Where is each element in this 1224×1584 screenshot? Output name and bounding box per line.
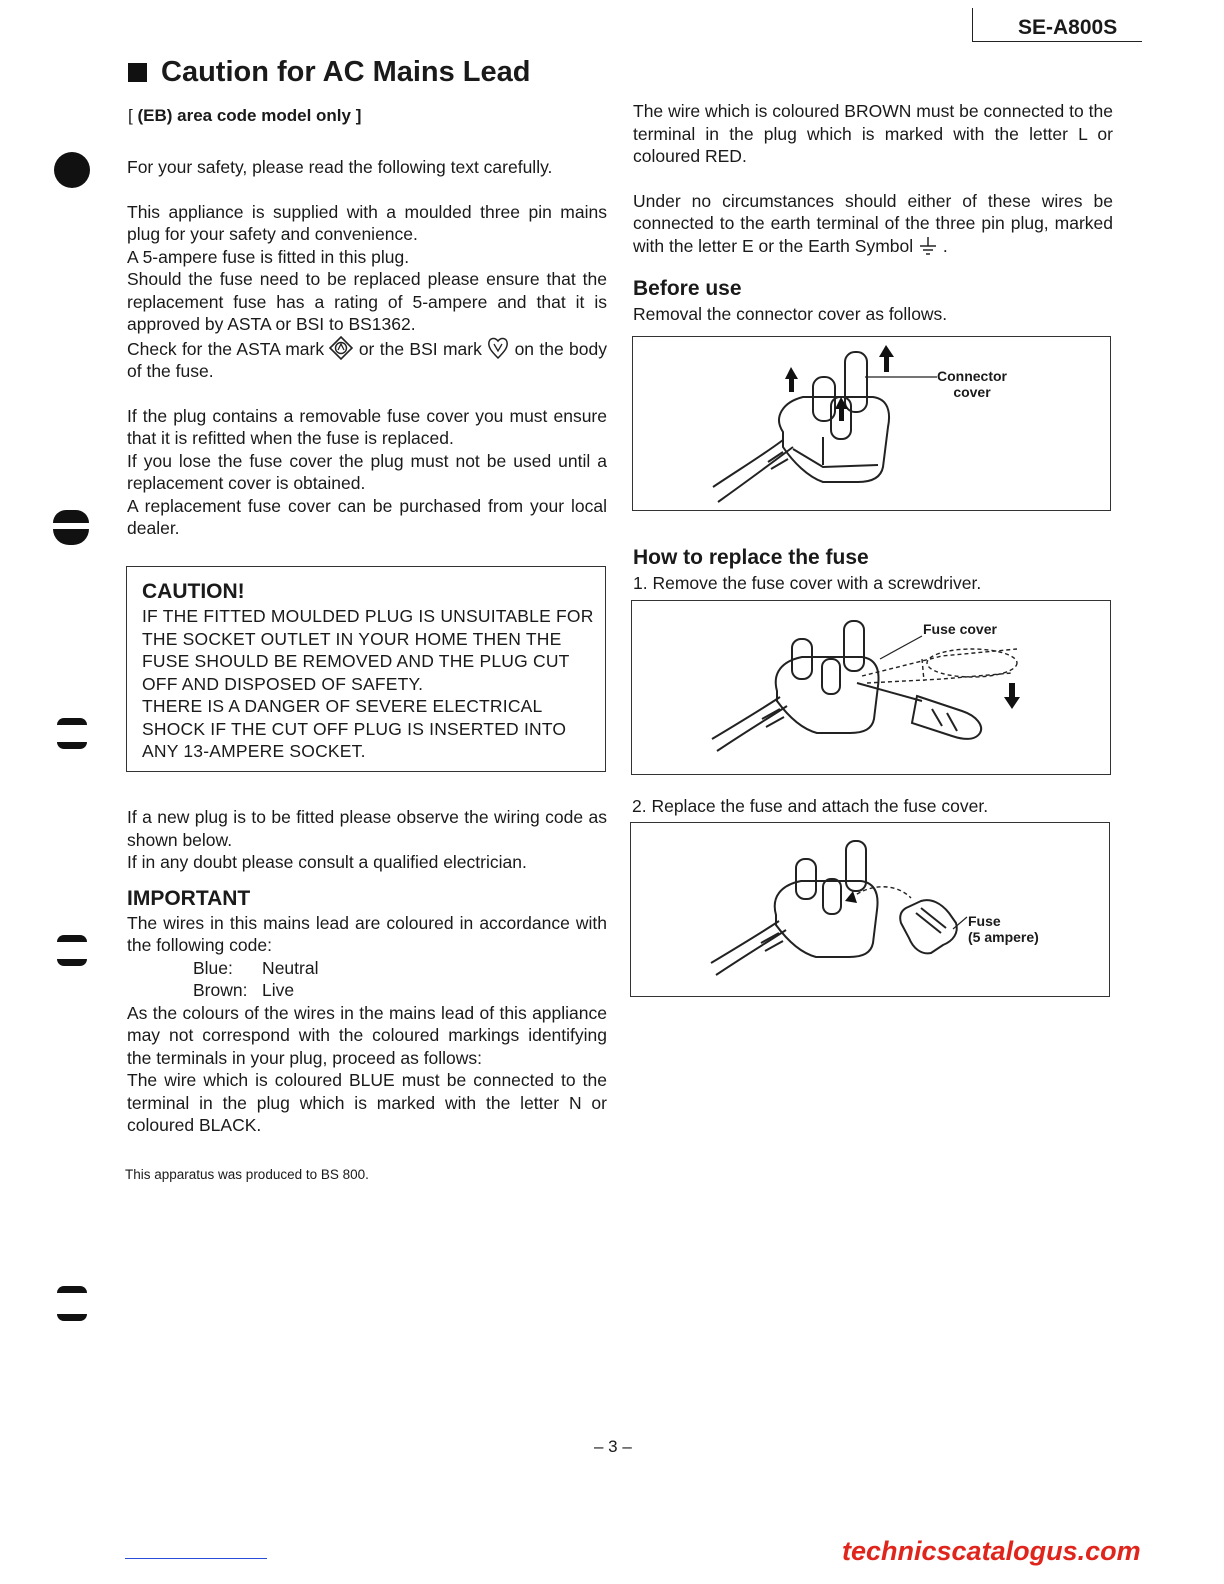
- replace-fuse-figure: [630, 822, 1110, 997]
- left-column-lower: [127, 806, 607, 1137]
- fuse-cover-label: Fuse cover: [923, 621, 997, 637]
- area-code-note: [ (EB) area code model only ]: [128, 106, 362, 125]
- page-title: [128, 56, 531, 89]
- caution-line-2: THERE IS A DANGER OF SEVERE ELECTRICAL SHOCK IF THE CUT OFF PLUG IS INSERTED INTO ANY 13-AMPERE SOCKET.: [142, 696, 567, 761]
- fuse-label-line-1: Fuse: [968, 913, 1001, 929]
- colours-text: As the colours of the wires in the mains lead of this appliance may not correspond with the coloured markings identifying the terminals in your plug, proceed as follows:: [127, 1002, 607, 1068]
- caution-text: [142, 605, 597, 763]
- model-number: SE-A800S: [1018, 16, 1118, 39]
- fuse-fitted-text: A 5-ampere fuse is fitted in this plug.: [127, 246, 410, 267]
- check-marks-text: Check for the ASTA mark or the BSI mark on the body of the fuse.: [127, 336, 607, 383]
- new-plug-text: If a new plug is to be fitted please observe the wiring code as shown below.: [127, 807, 607, 850]
- code-brown: Brown: Live: [193, 980, 295, 1000]
- step-2-text: 2. Replace the fuse and attach the fuse cover.: [632, 796, 989, 816]
- blue-wire-text: The wire which is coloured BLUE must be connected to the terminal in the plug which is marked with the letter N or coloured BLACK.: [127, 1070, 607, 1135]
- earth-text: Under no circumstances should either of these wires be connected to the earth terminal of the three pin plug, marked with the letter E or the Earth Symbol .: [633, 190, 1113, 256]
- electrician-text: If in any doubt please consult a qualified electrician.: [127, 852, 527, 872]
- footer-link-line: [125, 1558, 267, 1559]
- replace-fuse-heading: How to replace the fuse: [633, 546, 869, 569]
- before-use-heading: Before use: [633, 277, 742, 300]
- plug-connector-drawing: [633, 337, 1112, 512]
- page-title-text: Caution for AC Mains Lead: [161, 56, 531, 88]
- asta-mark-icon: [329, 336, 353, 360]
- caution-title: CAUTION!: [142, 580, 245, 603]
- fuse-cover-figure: [631, 600, 1111, 775]
- watermark-link[interactable]: technicscatalogus.com: [842, 1536, 1141, 1566]
- earth-symbol-icon: [918, 236, 938, 256]
- supplied-paragraph: This appliance is supplied with a moulded three pin mains plug for your safety and convenience.: [127, 201, 607, 244]
- step-1-text: 1. Remove the fuse cover with a screwdriver.: [633, 573, 982, 593]
- replacement-cover-text: A replacement fuse cover can be purchased from your local dealer.: [127, 495, 607, 538]
- footnote: This apparatus was produced to BS 800.: [125, 1167, 369, 1182]
- wires-text: The wires in this mains lead are coloured in accordance with the following code:: [127, 912, 607, 955]
- connector-cover-label: Connector cover: [937, 368, 1007, 400]
- header-rule: [972, 8, 973, 42]
- fuse-label: [968, 913, 1039, 945]
- area-code: (EB) area code model only: [137, 106, 351, 125]
- code-blue: Blue: Neutral: [193, 957, 319, 978]
- safety-paragraph: For your safety, please read the following text carefully.: [127, 157, 553, 177]
- replacement-fuse-text: Should the fuse need to be replaced please ensure that the replacement fuse has a rating of 5-ampere and that it is approved by ASTA or BSI to BS1362.: [127, 269, 607, 334]
- bsi-mark-icon: [487, 336, 509, 360]
- screwdriver-drawing: [632, 601, 1112, 776]
- page-number: – 3 –: [594, 1437, 632, 1456]
- caution-line-1: IF THE FITTED MOULDED PLUG IS UNSUITABLE FOR THE SOCKET OUTLET IN YOUR HOME THEN THE FUSE SHOULD BE REMOVED AND THE PLUG CUT OFF AND DISPOSED OF SAFETY.: [142, 606, 594, 694]
- important-heading: IMPORTANT: [127, 886, 251, 910]
- fuse-label-line-2: (5 ampere): [968, 929, 1039, 945]
- right-column: [633, 100, 1113, 257]
- brown-wire-text: The wire which is coloured BROWN must be connected to the terminal in the plug which is marked with the letter L or coloured RED.: [633, 101, 1113, 166]
- left-column: [127, 156, 607, 540]
- fuse-replacement-drawing: [631, 823, 1111, 998]
- square-bullet-icon: [128, 63, 147, 82]
- connector-cover-figure: [632, 336, 1111, 511]
- header-underline: [972, 41, 1142, 42]
- lost-cover-text: If you lose the fuse cover the plug must not be used until a replacement cover is obtained.: [127, 450, 607, 493]
- before-use-text: Removal the connector cover as follows.: [633, 304, 948, 324]
- fuse-cover-paragraph: If the plug contains a removable fuse cover you must ensure that it is refitted when the fuse is replaced.: [127, 405, 607, 448]
